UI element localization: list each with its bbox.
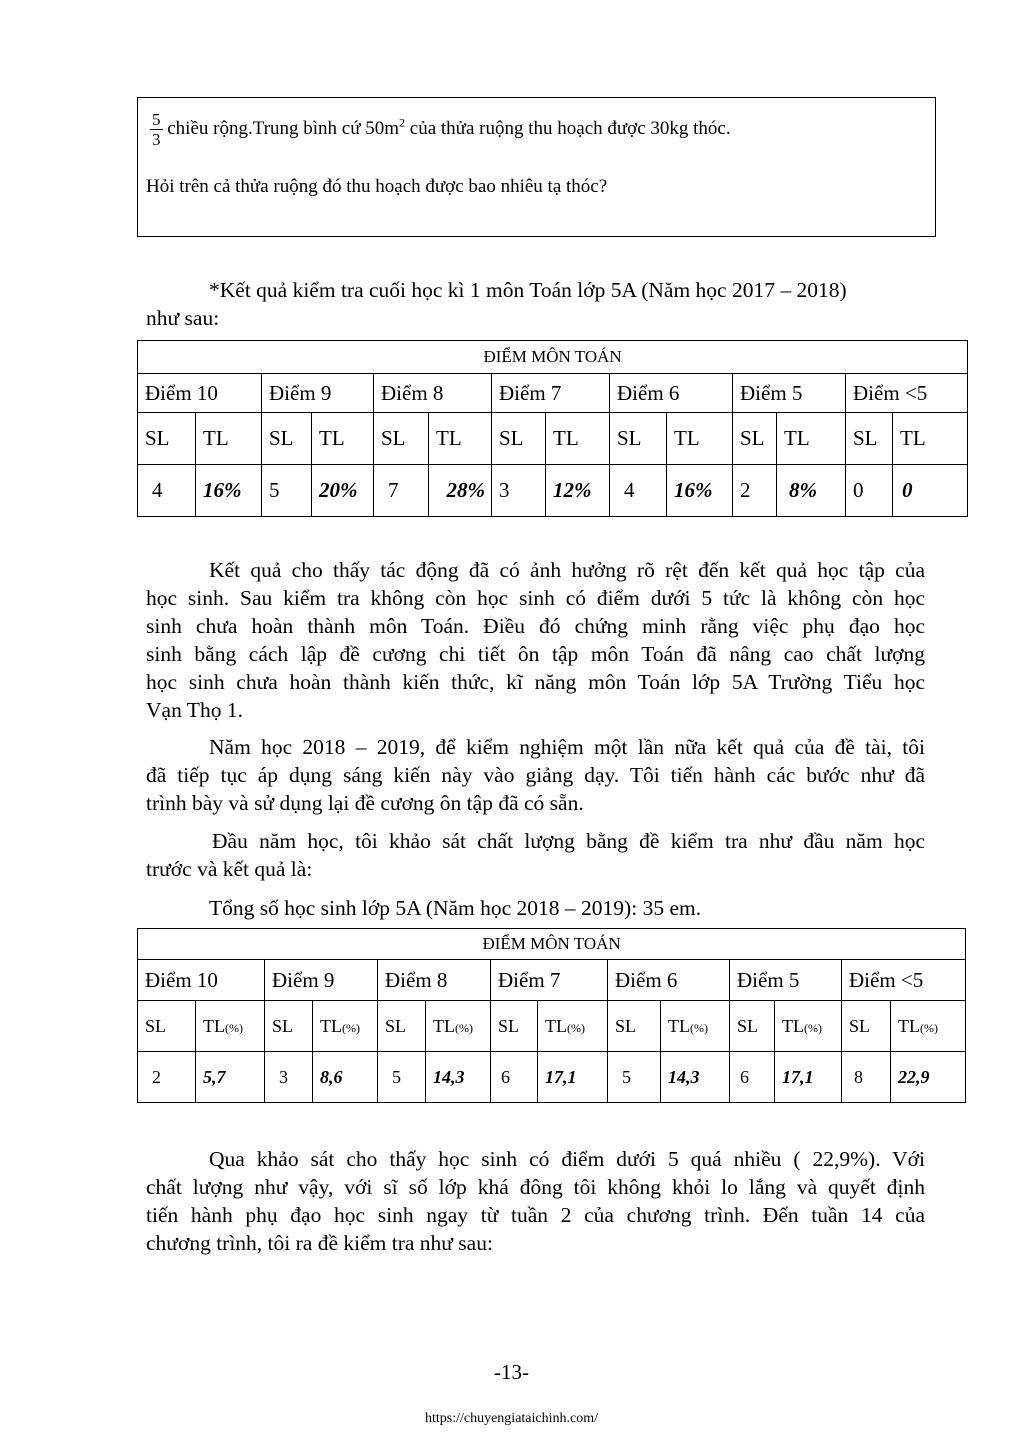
table-cell: 6 [491,1052,538,1103]
problem-line-1 [150,110,731,149]
score-table-1 [137,340,968,517]
text-line: học sinh chưa hoàn thành kiến thức, kĩ năng môn Toán lớp 5A Trường Tiểu học [146,670,925,694]
text-line: sinh chưa hoàn thành môn Toán. Điều đó chứng minh rằng việc phụ đạo học [146,614,925,638]
fraction-numerator: 5 [152,110,161,129]
sub-header-sl: SL [378,1001,426,1052]
sub-header-sl: SL [265,1001,313,1052]
text-line: Năm học 2018 – 2019, để kiểm nghiệm một lần nữa kết quả của đề tài, tôi [209,735,925,759]
sub-header-tl: TL(%) [891,1001,966,1052]
problem-text-tail: của thửa ruộng thu hoạch được 30kg thóc. [409,117,731,139]
text-line: học sinh. Sau kiểm tra không còn học sinh có điểm dưới 5 tức là không còn học [146,586,925,610]
table-cell: 16% [667,465,733,517]
intro-line-1: *Kết quả kiểm tra cuối học kì 1 môn Toán lớp 5A (Năm học 2017 – 2018) [209,278,847,302]
sub-header: SL [610,413,667,465]
paragraph-survey [146,827,925,883]
table-cell: 28% [429,465,492,517]
sub-header: TL [196,413,262,465]
sub-header: SL [374,413,429,465]
text-line: sinh bằng cách lập đề cương chi tiết ôn tập môn Toán đã nâng cao chất lượng [146,642,925,666]
group-header: Điểm 9 [265,960,378,1001]
problem-text: chiều rộng.Trung bình cứ 50m [167,117,400,139]
table-cell: 3 [265,1052,313,1103]
footer-url[interactable]: https://chuyengiataichinh.com/ [424,1411,599,1426]
sub-header: TL [312,413,374,465]
table-cell: 17,1 [538,1052,608,1103]
table-cell: 14,3 [426,1052,491,1103]
table-cell: 17,1 [775,1052,842,1103]
table-cell: 5,7 [196,1052,265,1103]
table-cell: 20% [312,465,374,517]
group-header: Điểm 7 [492,374,610,413]
group-header: Điểm <5 [842,960,966,1001]
group-header: Điểm 8 [378,960,491,1001]
table-cell: 12% [546,465,610,517]
group-header: Điểm 6 [608,960,730,1001]
paragraph-2018 [146,733,925,817]
text-line: tiến hành phụ đạo học sinh ngay từ tuần 2 của chương trình. Đến tuần 14 của [146,1203,925,1227]
sub-header-sl: SL [842,1001,891,1052]
table-cell: 5 [262,465,312,517]
sub-header-tl: TL(%) [426,1001,491,1052]
problem-box [137,97,936,237]
text-line: trước và kết quả là: [146,857,313,881]
table-cell: 7 [374,465,429,517]
sub-header: SL [492,413,546,465]
intro-line-2: như sau: [146,306,220,330]
table-cell: 0 [893,465,968,517]
text-line: Vạn Thọ 1. [146,698,243,722]
text-line: Kết quả cho thấy tác động đã có ảnh hưởng rõ rệt đến kết quả học tập của [209,558,925,582]
table-title: ĐIỂM MÔN TOÁN [138,929,966,960]
text-line: Đầu năm học, tôi khảo sát chất lượng bằng đề kiểm tra như đầu năm học [212,829,925,853]
sub-header-tl: TL(%) [775,1001,842,1052]
table-title: ĐIỂM MÔN TOÁN [138,341,968,374]
sub-header-tl: TL(%) [196,1001,265,1052]
sub-header: SL [846,413,893,465]
sub-header-sl: SL [608,1001,661,1052]
score-table-2 [137,928,966,1103]
group-header: Điểm 5 [733,374,846,413]
table-cell: 5 [608,1052,661,1103]
paragraph-conclusion [146,1145,925,1257]
table-cell: 2 [733,465,777,517]
text-line: trình bày và sử dụng lại đề cương ôn tập đã có sẵn. [146,791,584,815]
table-cell: 16% [196,465,262,517]
sub-header: TL [777,413,846,465]
text-line: đã tiếp tục áp dụng sáng kiến này vào giảng dạy. Tôi tiến hành các bước như đã [146,763,925,787]
fraction-denominator: 3 [152,130,161,149]
group-header: Điểm 7 [491,960,608,1001]
text-line: chất lượng như vậy, với sĩ số lớp khá đông tôi không khỏi lo lắng và quyết định [146,1175,925,1199]
sub-header: TL [546,413,610,465]
sub-header: TL [429,413,492,465]
sub-header-tl: TL(%) [661,1001,730,1052]
group-header: Điểm 10 [138,374,262,413]
problem-line-2: Hỏi trên cả thửa ruộng đó thu hoạch được bao nhiêu tạ thóc? [146,176,608,197]
sub-header-sl: SL [730,1001,775,1052]
table-cell: 2 [138,1052,196,1103]
table-cell: 6 [730,1052,775,1103]
table-cell: 4 [138,465,196,517]
group-header: Điểm 6 [610,374,733,413]
sub-header-sl: SL [491,1001,538,1052]
group-header: Điểm 5 [730,960,842,1001]
sub-header-tl: TL(%) [313,1001,378,1052]
page-number: -13- [494,1360,529,1384]
paragraph-result [146,556,925,724]
table-cell: 8% [777,465,846,517]
superscript: 2 [399,115,406,130]
sub-header: SL [138,413,196,465]
sub-header-tl: TL(%) [538,1001,608,1052]
table-cell: 4 [610,465,667,517]
sub-header: TL [667,413,733,465]
table-cell: 0 [846,465,893,517]
fraction [150,110,163,149]
table-cell: 5 [378,1052,426,1103]
table-cell: 14,3 [661,1052,730,1103]
table-cell: 3 [492,465,546,517]
table-cell: 22,9 [891,1052,966,1103]
group-header: Điểm 10 [138,960,265,1001]
table-cell: 8,6 [313,1052,378,1103]
total-students-line: Tổng số học sinh lớp 5A (Năm học 2018 – 2019): 35 em. [209,896,702,920]
sub-header: SL [733,413,777,465]
sub-header-sl: SL [138,1001,196,1052]
group-header: Điểm <5 [846,374,968,413]
text-line: Qua khảo sát cho thấy học sinh có điểm dưới 5 quá nhiều ( 22,9%). Với [209,1147,925,1171]
table-cell: 8 [842,1052,891,1103]
text-line: chương trình, tôi ra đề kiểm tra như sau: [146,1231,493,1255]
group-header: Điểm 8 [374,374,492,413]
sub-header: SL [262,413,312,465]
sub-header: TL [893,413,968,465]
group-header: Điểm 9 [262,374,374,413]
